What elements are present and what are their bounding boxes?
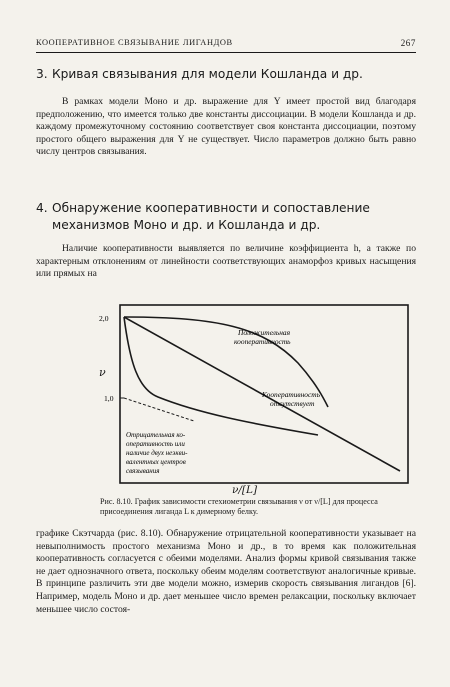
running-head-title: КООПЕРАТИВНОЕ СВЯЗЫВАНИЕ ЛИГАНДОВ [36,38,233,47]
label-none-2: отсутствует [270,399,315,408]
label-negative-5: связывания [126,467,160,475]
positive-label-group [234,328,291,346]
label-positive-1: Положительная [238,328,291,337]
scatchard-figure [98,303,410,495]
caption-text: График зависимости стехиометрии связывания ν от ν/[L] для процесса присоединения лиганда L к димерному белку. [100,497,378,517]
section-3-paragraph [36,96,416,159]
label-negative-1: Отрицательная ко- [126,431,186,439]
label-none-1: Кооперативность [262,390,320,399]
label-positive-2: кооперативность [234,337,291,346]
section-4-title-line2: механизмов Моно и др. и Кошланда и др. [52,218,321,232]
after-figure-paragraph [36,528,416,616]
x-axis-label: ν/[L] [232,484,258,496]
header-rule [36,52,416,53]
section-4-title-line1: Обнаружение кооперативности и сопоставление [52,201,370,215]
label-negative-2: оперативность или [126,440,185,448]
dashed-asymptote [124,398,194,421]
label-negative-3: наличие двух неэкви- [126,449,188,457]
caption-label: Рис. 8.10. [100,497,133,506]
label-negative-4: валентных центров [126,458,186,466]
section-4-text: Наличие кооперативности выявляется по величине коэффициента h, а также по характерным отклонениям от линейности соответствующих анаморфоз кривых насыщения или прямых на [36,243,416,280]
section-3-text: В рамках модели Моно и др. выражение для Y имеет простой вид благодаря предположению, что имеется только две константы диссоциации. В модели Кошланда и др. каждому промежуточному состоянию соответствует своя константа диссоциации, поэтому простого общего выражения для Y не существует. Число параметров должно быть равно числу центров связывания. [36,96,416,158]
section-3-title: Кривая связывания для модели Кошланда и др. [52,67,363,81]
section-3-number: 3. [36,67,48,81]
figure-caption [100,497,400,518]
page-number: 267 [400,38,416,48]
y-tick-2: 2,0 [99,314,109,323]
section-4-heading [36,200,418,234]
y-tick-1: 1,0 [104,394,114,403]
after-figure-text: графике Скэтчарда (рис. 8.10). Обнаружение отрицательной кооперативности указывает на невыполнимость простого механизма Моно и др., в то время как положительная кооперативность согласуется с обеими моделями. Анализ формы кривой связывания также не дает однозначного ответа, поскольку обеим моделям соответствуют аналогичные кривые. В принципе различить эти две модели можно, измерив скорость связывания лигандов [6]. Например, модель Моно и др. дает меньшее число времен релаксации, поскольку включает меньшее число состоя- [36,528,416,615]
none-label-group [261,390,321,408]
section-4-paragraph [36,243,416,281]
negative-label-group [126,431,188,475]
section-4-number: 4. [36,201,48,215]
section-3-heading [36,66,418,83]
scatchard-plot [98,303,410,495]
y-axis-label: ν [99,366,106,379]
